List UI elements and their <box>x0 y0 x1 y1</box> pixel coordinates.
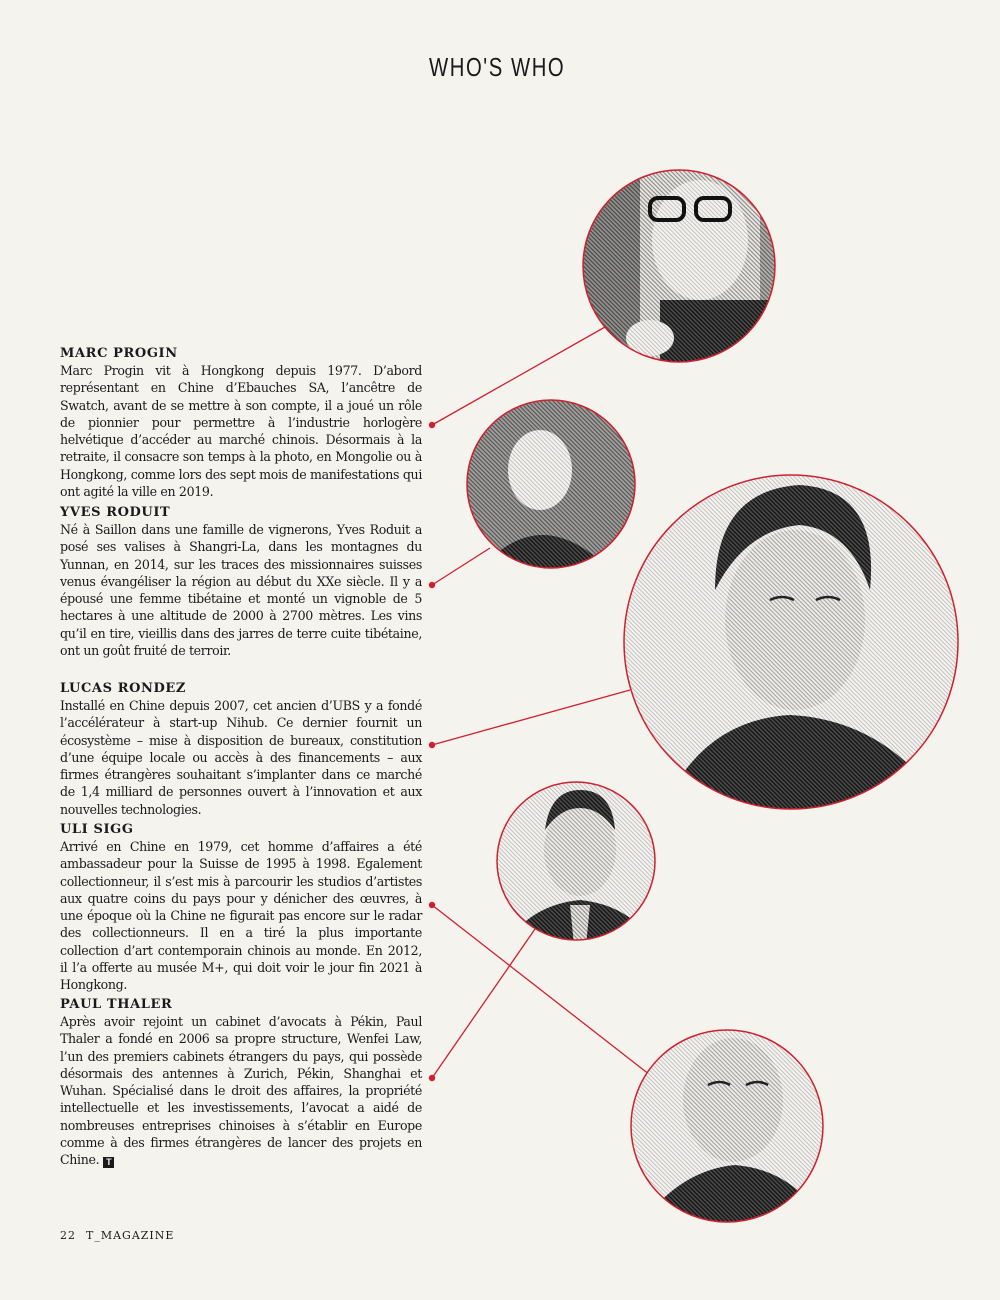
bio-name: YVES RODUIT <box>60 505 171 520</box>
bio-name: LUCAS RONDEZ <box>60 681 186 696</box>
portrait-yves-roduit <box>465 400 637 570</box>
connector-line <box>432 690 630 745</box>
connector-line <box>432 929 535 1078</box>
bio-text: Arrivé en Chine en 1979, cet homme d’affaires a été ambassadeur pour la Suisse de 1995 à 1998. Egalement collectionneur, il s’est mis à parcourir les studios d’artistes aux quatre coins du pays pour y dénicher des œuvres, à une époque où la Chine ne figurait pas encore sur le radar des collectionneurs. Il en a tiré la plus importante collection d’art contemporain chinois au monde. En 2012, il l’a offerte au musée M+, qui doit voir le jour fin 2021 à Hongkong. <box>60 839 422 993</box>
magazine-name: T_MAGAZINE <box>86 1229 175 1242</box>
bio-name: PAUL THALER <box>60 997 173 1012</box>
connector-dot <box>429 1075 435 1081</box>
portrait-marc-progin <box>580 168 790 370</box>
end-mark-icon: T <box>103 1157 114 1168</box>
portrait-uli-sigg <box>495 780 660 945</box>
portrait-lucas-rondez <box>620 470 965 815</box>
connector-dot <box>429 742 435 748</box>
bio-name: ULI SIGG <box>60 822 134 837</box>
page-title: WHO'S WHO <box>429 52 566 82</box>
bio-name: MARC PROGIN <box>60 346 178 361</box>
bio-text: Installé en Chine depuis 2007, cet ancien d’UBS y a fondé l’accélérateur à start-up Nihub. Ce dernier fournit un écosystème – mise à disposition de bureaux, constitution d’une équipe locale ou accès à des financements – aux firmes étrangères souhaitant s’implanter dans ce marché de 1,4 milliard de personnes ouvert à l’innovation et aux nouvelles technologies. <box>60 698 422 817</box>
bio-text-body: Après avoir rejoint un cabinet d’avocats à Pékin, Paul Thaler a fondé en 2006 sa propre structure, Wenfei Law, l’un des premiers cabinets étrangers du pays, qui possède désormais des antennes à Zurich, Pékin, Shanghai et Wuhan. Spécialisé dans le droit des affaires, la propriété intellectuelle et les investissements, l’avocat a aidé de nombreuses entreprises chinoises à s’établir en Europe comme à des firmes étrangères de lancer des projets en Chine. <box>60 1014 422 1168</box>
portrait-paul-thaler <box>628 1028 828 1228</box>
page-number: 22 <box>60 1229 76 1242</box>
bio-text: Marc Progin vit à Hongkong depuis 1977. D’abord représentant en Chine d’Ebauches SA, l’ancêtre de Swatch, avant de se mettre à son compte, il a joué un rôle de pionnier pour permettre à l’industrie horlogère helvétique d’accéder au marché chinois. Désormais à la retraite, il consacre son temps à la photo, en Mongolie ou à Hongkong, comme lors des sept mois de manifestations qui ont agité la ville en 2019. <box>60 363 422 500</box>
connector-dot <box>429 582 435 588</box>
connector-line <box>432 548 490 585</box>
connector-dot <box>429 422 435 428</box>
connector-dot <box>429 902 435 908</box>
bio-text: Né à Saillon dans une famille de vignerons, Yves Roduit a posé ses valises à Shangri-La, dans les montagnes du Yunnan, en 2014, sur les traces des missionnaires suisses venus évangéliser la région au début du XXe siècle. Il y a épousé une femme tibétaine et monté un vignoble de 5 hectares à une altitude de 2000 à 2700 mètres. Les vins qu’il en tire, vieillis dans des jarres de terre cuite tibétaine, ont un goût fruité de terroir. <box>60 522 422 659</box>
connector-dots <box>429 422 435 1081</box>
